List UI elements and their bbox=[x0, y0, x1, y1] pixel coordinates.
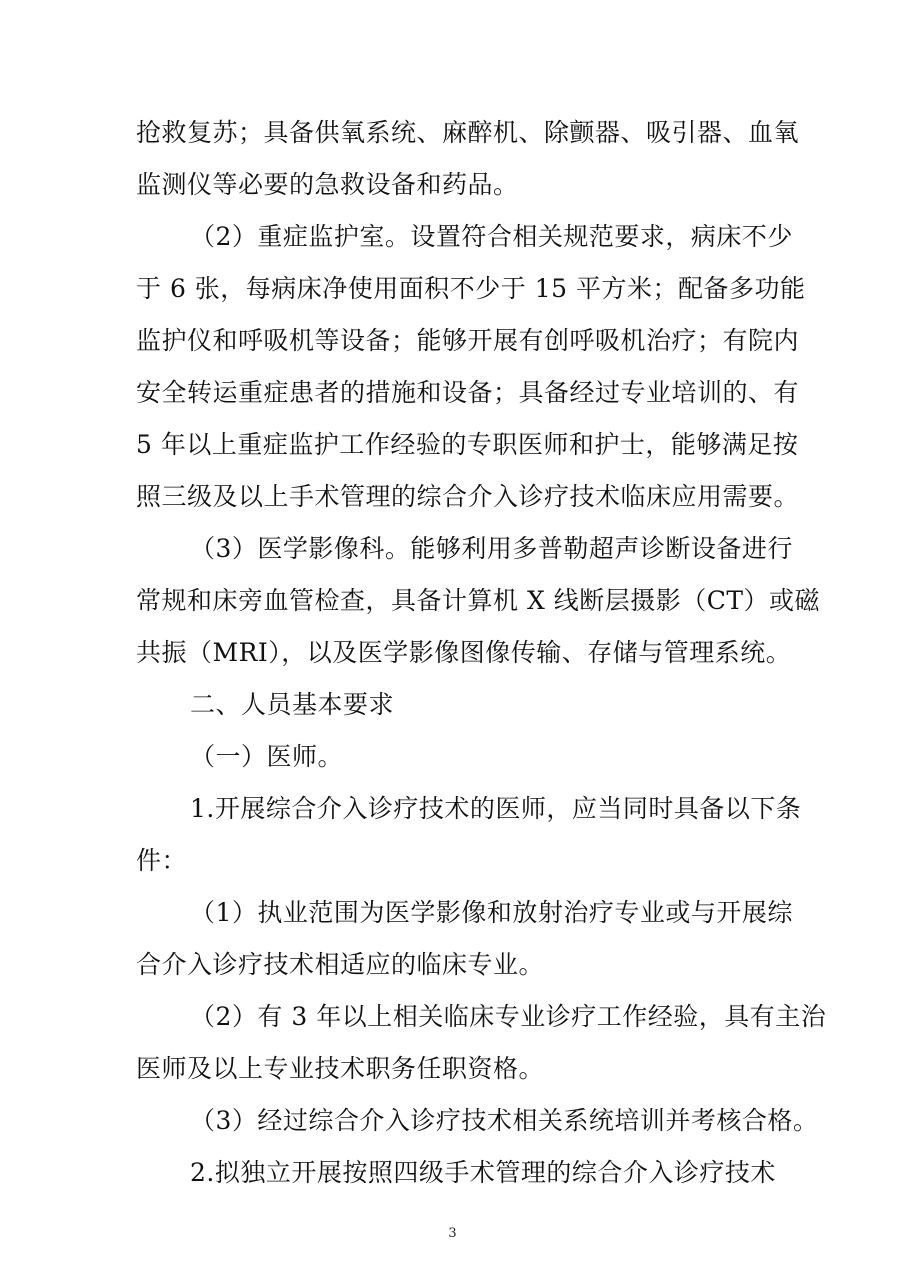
paragraph-start-line: （2）重症监护室。设置符合相关规范要求，病床不少 bbox=[190, 222, 793, 251]
text-line: 常规和床旁血管检查，具备计算机 X 线断层摄影（CT）或磁 bbox=[136, 586, 820, 615]
page-number: 3 bbox=[448, 1226, 457, 1241]
text-line: 医师及以上专业技术职务任职资格。 bbox=[136, 1054, 545, 1083]
text-line: 于 6 张，每病床净使用面积不少于 15 平方米；配备多功能 bbox=[136, 274, 806, 303]
text-line: 抢救复苏；具备供氧系统、麻醉机、除颤器、吸引器、血氧 bbox=[136, 118, 800, 147]
text-line: 安全转运重症患者的措施和设备；具备经过专业培训的、有 bbox=[136, 378, 800, 407]
text-line: 合介入诊疗技术相适应的临床专业。 bbox=[136, 950, 545, 979]
paragraph-start-line: （3）经过综合介入诊疗技术相关系统培训并考核合格。 bbox=[190, 1106, 819, 1135]
paragraph-start-line: （1）执业范围为医学影像和放射治疗专业或与开展综 bbox=[190, 898, 793, 927]
text-line: 监测仪等必要的急救设备和药品。 bbox=[136, 170, 519, 199]
text-line: 共振（MRI），以及医学影像图像传输、存储与管理系统。 bbox=[136, 638, 792, 667]
subsection-heading: （一）医师。 bbox=[190, 742, 344, 771]
text-line: 件： bbox=[136, 846, 188, 875]
text-line: 监护仪和呼吸机等设备；能够开展有创呼吸机治疗；有院内 bbox=[136, 326, 800, 355]
text-line: 照三级及以上手术管理的综合介入诊疗技术临床应用需要。 bbox=[136, 482, 800, 511]
paragraph-start-line: 2.拟独立开展按照四级手术管理的综合介入诊疗技术 bbox=[190, 1158, 776, 1187]
paragraph-start-line: 1.开展综合介入诊疗技术的医师，应当同时具备以下条 bbox=[190, 794, 802, 823]
paragraph-start-line: （3）医学影像科。能够利用多普勒超声诊断设备进行 bbox=[190, 534, 793, 563]
section-heading: 二、人员基本要求 bbox=[190, 690, 395, 719]
paragraph-start-line: （2）有 3 年以上相关临床专业诊疗工作经验，具有主治 bbox=[190, 1002, 827, 1031]
text-line: 5 年以上重症监护工作经验的专职医师和护士，能够满足按 bbox=[136, 430, 799, 459]
